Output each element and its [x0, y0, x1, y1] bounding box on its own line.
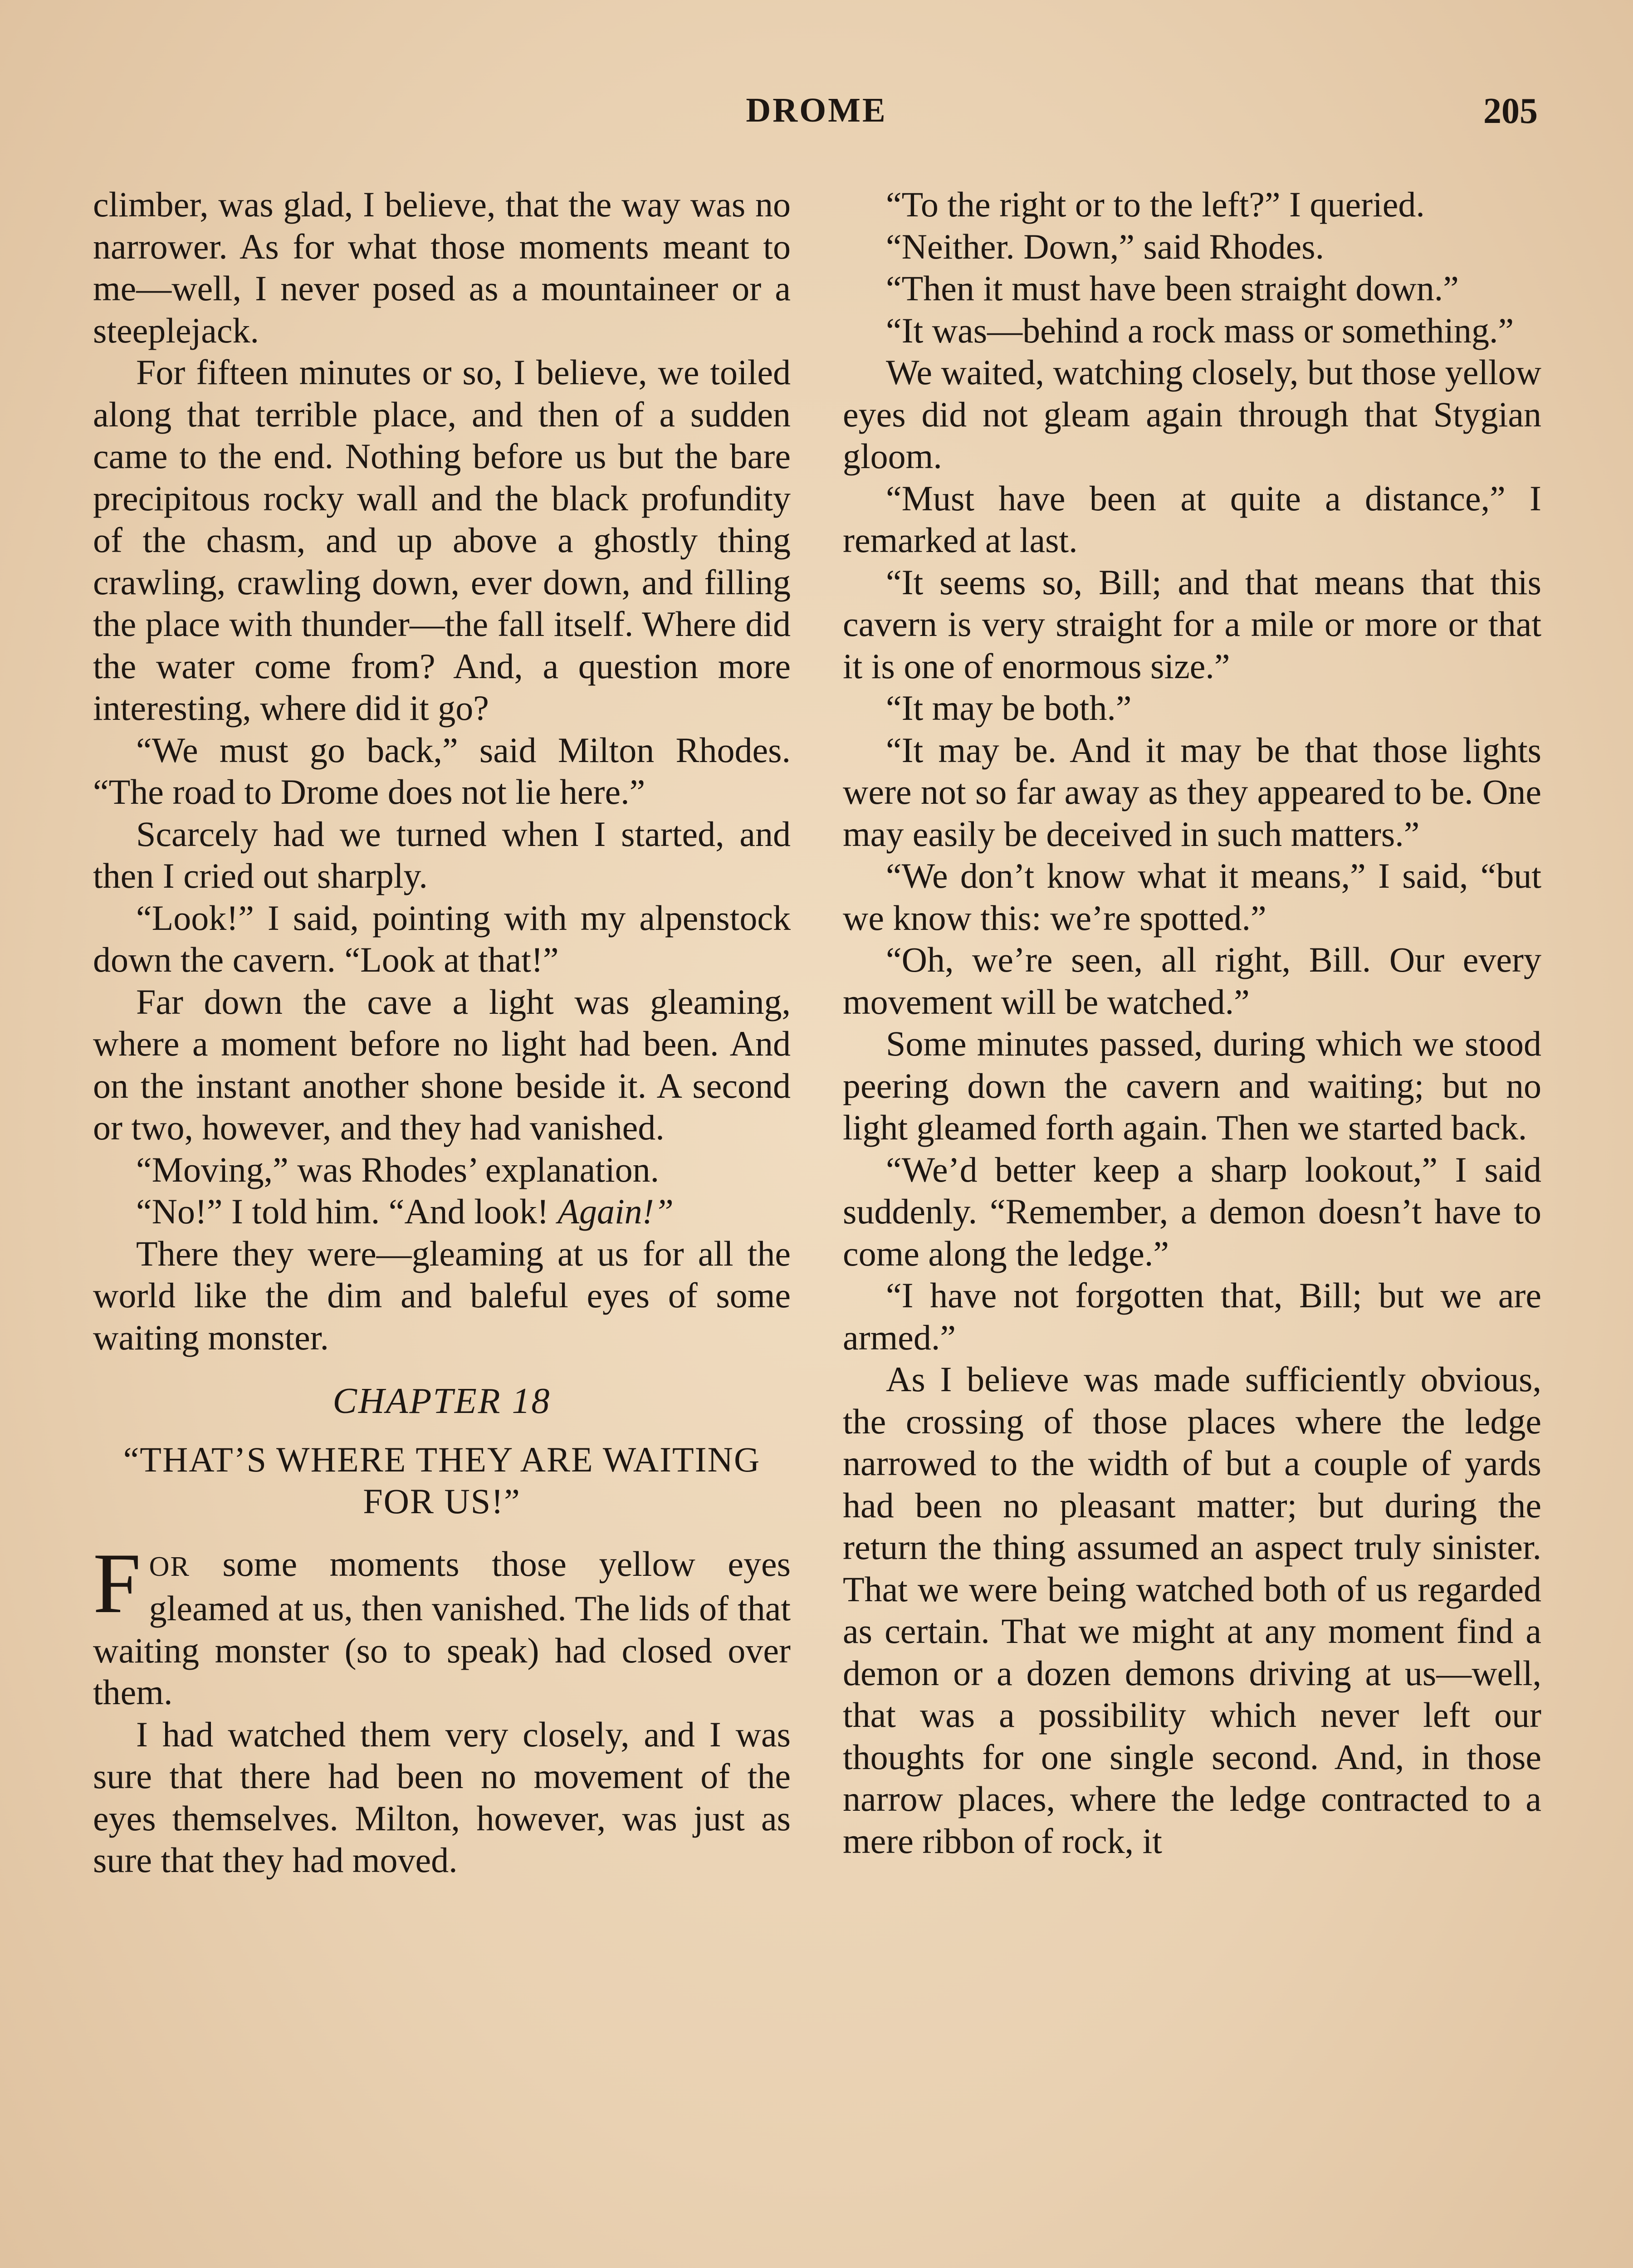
paragraph: “Neither. Down,” said Rhodes. [886, 226, 1325, 266]
paragraph-text: some moments those yellow eyes gleamed at us, then vanished. The lids of that waiting monster (so to speak) had closed over them. [93, 1544, 791, 1712]
paragraph: Scarcely had we turned when I started, and then I cried out sharply. [93, 814, 791, 895]
paragraph [93, 1191, 791, 1233]
italic-text: Again!” [557, 1192, 674, 1231]
paragraph: Far down the cave a light was gleaming, where a moment before no light had been. And on the instant another shone beside it. A second or two, however, and they had vanished. [93, 982, 791, 1147]
small-caps-word: OR [149, 1551, 190, 1582]
paragraph: “Then it must have been straight down.” [886, 269, 1459, 308]
right-column [843, 184, 1541, 1862]
paragraph: “It seems so, Bill; and that means that this cavern is very straight for a mile or more or that it is one of enormous size.” [843, 562, 1541, 686]
paragraph: “Look!” I said, pointing with my alpenstock down the cavern. “Look at that!” [93, 898, 791, 979]
paragraph: “It may be. And it may be that those lights were not so far away as they appeared to be. One may easily be deceived in such matters.” [843, 730, 1541, 854]
paragraph-text: “No!” I told him. “And look! [136, 1192, 549, 1231]
paragraph: Some minutes passed, during which we stood peering down the cavern and waiting; but no light gleamed forth again. Then we started back. [843, 1024, 1541, 1147]
paragraph: “I have not forgotten that, Bill; but we are armed.” [843, 1276, 1541, 1357]
chapter-number: CHAPTER 18 [332, 1381, 551, 1421]
page-number: 205 [1483, 91, 1538, 131]
left-column [93, 184, 791, 1882]
paragraph: “We don’t know what it means,” I said, “but we know this: we’re spotted.” [843, 856, 1541, 938]
paragraph: There they were—gleaming at us for all the world like the dim and baleful eyes of some waiting monster. [93, 1233, 791, 1357]
paragraph: “To the right or to the left?” I queried. [886, 185, 1425, 224]
paragraph: We waited, watching closely, but those yellow eyes did not gleam again through that Stygian gloom. [843, 352, 1541, 476]
chapter-title: “THAT’S WHERE THEY ARE WAITING FOR US!” [123, 1439, 761, 1521]
paragraph: “We must go back,” said Milton Rhodes. “The road to Drome does not lie here.” [93, 730, 791, 811]
running-title: DROME [746, 91, 887, 129]
paragraph: “It may be both.” [886, 688, 1132, 728]
paragraph: “Moving,” was Rhodes’ explanation. [136, 1149, 660, 1189]
paragraph: “Oh, we’re seen, all right, Bill. Our every movement will be watched.” [843, 940, 1541, 1022]
running-head [0, 91, 1633, 141]
paragraph: “It was—behind a rock mass or something.” [886, 310, 1514, 350]
paragraph: “We’d better keep a sharp lookout,” I said suddenly. “Remember, a demon doesn’t have to come along the ledge.” [843, 1149, 1541, 1273]
paragraph: “Must have been at quite a distance,” I remarked at last. [843, 478, 1541, 560]
paragraph: climber, was glad, I believe, that the way was no narrower. As for what those moments meant to me—well, I never posed as a mountaineer or a steeplejack. [93, 185, 791, 350]
drop-cap: F [93, 1535, 141, 1631]
paragraph: As I believe was made sufficiently obvious, the crossing of those places where the ledge narrowed to the width of but a couple of yards had been no pleasant matter; but during the return the thing assumed an aspect truly sinister. That we were being watched both of us regarded as certain. That we might at any moment find a demon or a dozen demons driving at us—well, that was a possibility which never left our thoughts for one single second. And, in those narrow places, where the ledge contracted to a mere ribbon of rock, it [843, 1359, 1541, 1861]
paragraph: For fifteen minutes or so, I believe, we toiled along that terrible place, and then of a sudden came to the end. Nothing before us but the bare precipitous rocky wall and the black profundity of the chasm, and up above a ghostly thing crawling, crawling down, ever down, and filling the place with thunder—the fall itself. Where did the water come from? And, a question more interesting, where did it go? [93, 352, 791, 728]
paragraph: I had watched them very closely, and I was sure that there had been no movement of the eyes themselves. Milton, however, was just as sure that they had moved. [93, 1714, 791, 1880]
chapter-opening-paragraph [93, 1535, 791, 1714]
